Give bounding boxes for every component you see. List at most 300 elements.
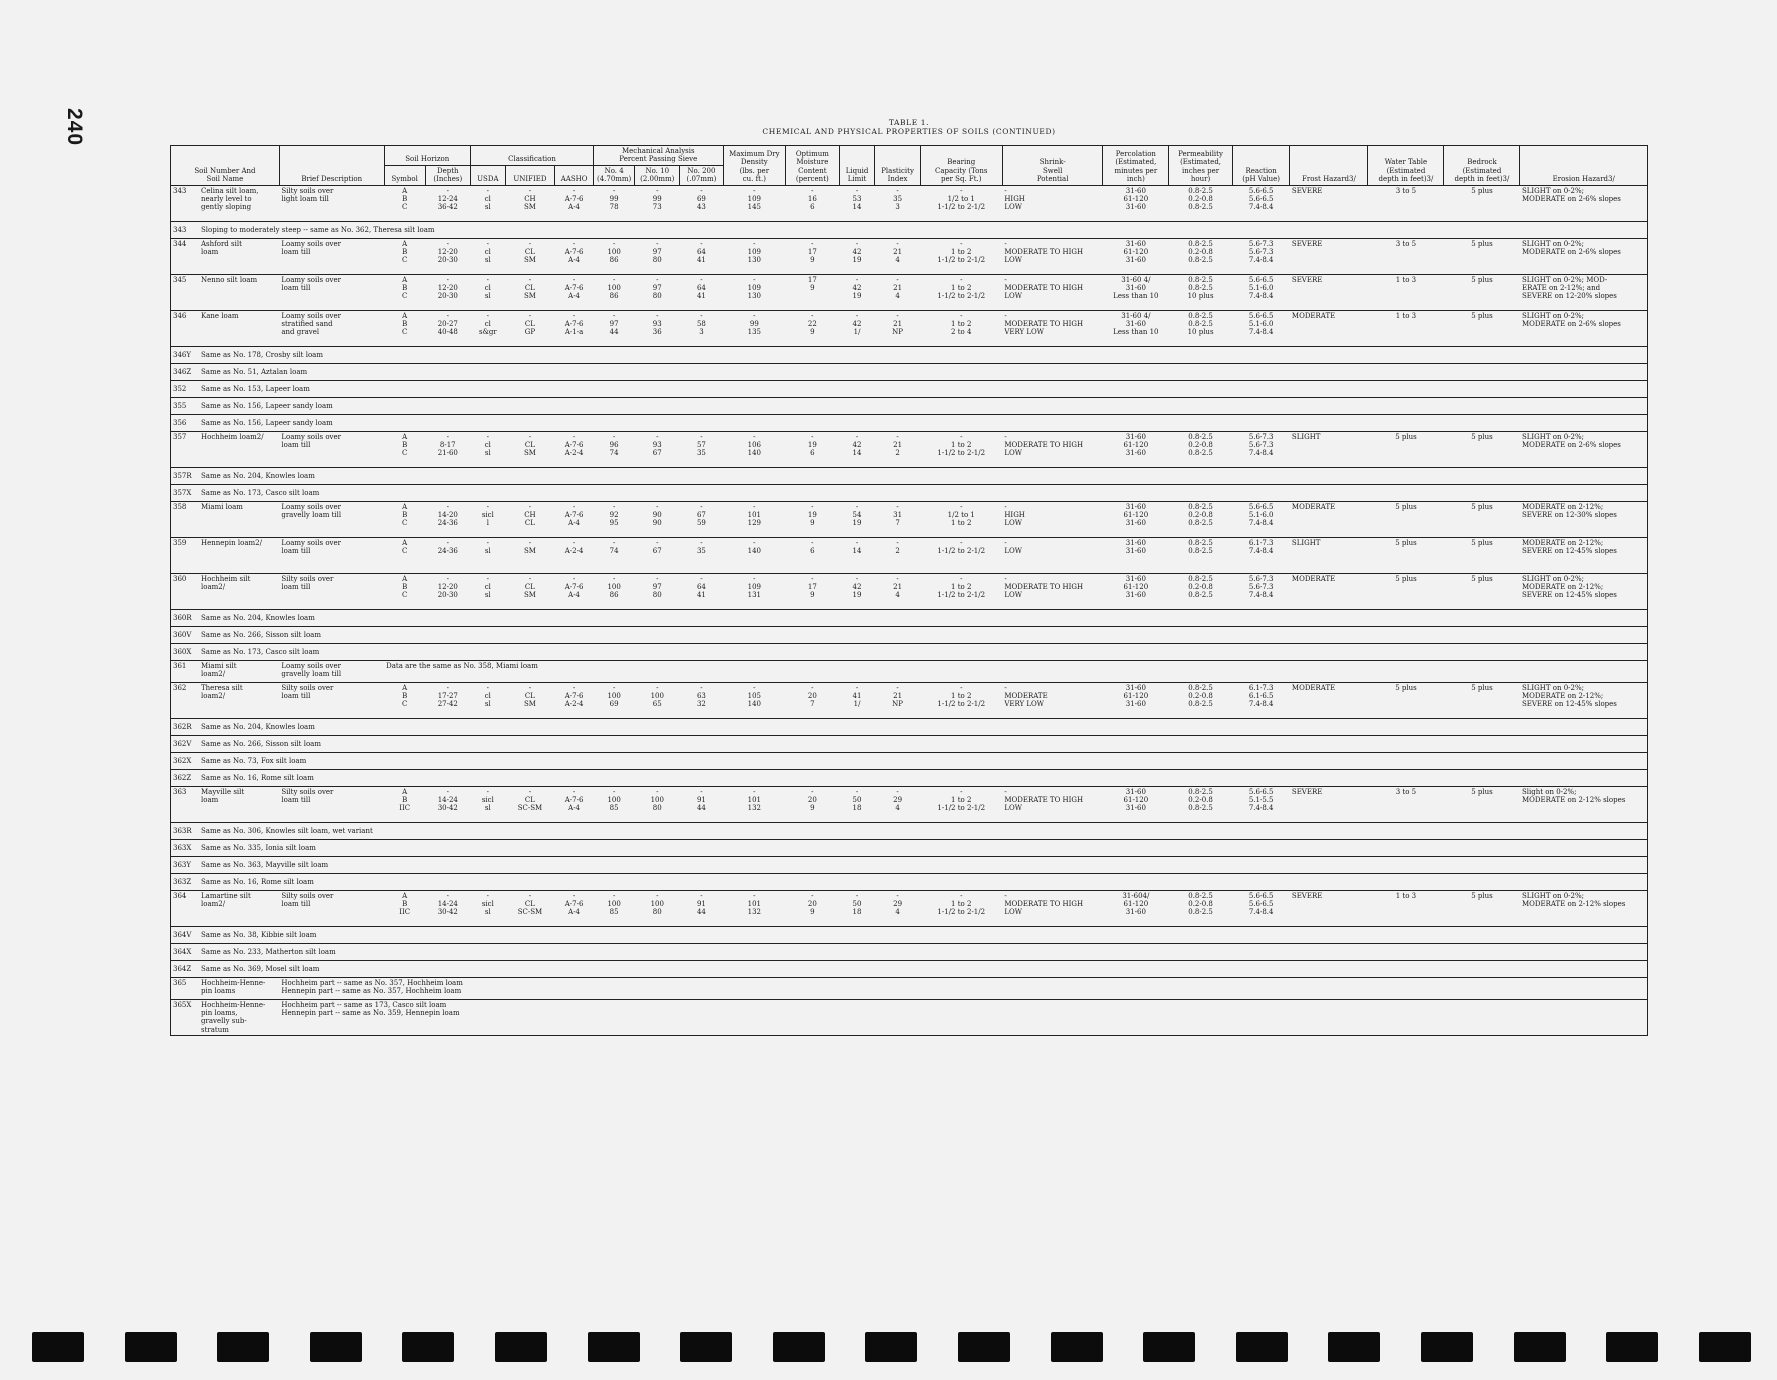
table-row — [171, 310, 1648, 346]
cell-desc: Silty soils over loam till — [279, 890, 384, 926]
table-row — [171, 873, 1648, 890]
soil-number: 363Z — [173, 877, 192, 886]
header-reaction: Reaction (pH Value) — [1232, 146, 1290, 186]
cell-perc: 31-60 4/ 31-60 Less than 10 — [1103, 310, 1169, 346]
table-row — [171, 346, 1648, 363]
same-as-text: Sloping to moderately steep -- same as No. 362, Theresa silt loam — [201, 225, 435, 234]
cell-sym: A B IIC — [384, 786, 425, 822]
cell-same-as — [171, 609, 1648, 626]
cell-react: 5.6-6.5 5.1-6.0 7.4-8.4 — [1232, 501, 1290, 537]
cell-n200: - 64 41 — [680, 238, 723, 274]
cell-bedrock: 5 plus — [1444, 682, 1520, 718]
header-no10: No. 10 (2.00mm) — [635, 165, 680, 185]
cell-same-as — [171, 643, 1648, 660]
cell-ll: - 42 19 — [839, 573, 875, 609]
cell-bear: - 1-1/2 to 2-1/2 — [920, 537, 1002, 573]
same-as-text: Same as No. 266, Sisson silt loam — [201, 739, 321, 748]
soil-number: 362X — [173, 756, 192, 765]
cell-sym: A B C — [384, 274, 425, 310]
table-row — [171, 643, 1648, 660]
cell-n4: - 100 86 — [594, 573, 635, 609]
cell-dens: - 105 140 — [723, 682, 786, 718]
soil-number: 362Z — [173, 773, 192, 782]
cell-ll: - 50 18 — [839, 786, 875, 822]
cell-moist: - 6 — [786, 537, 839, 573]
cell-shrink: - LOW — [1002, 537, 1103, 573]
cell-erosion: SLIGHT on 0-2%; MODERATE on 2-12%; SEVERE on 12-45% slopes — [1520, 682, 1648, 718]
cell-sym: A B C — [384, 431, 425, 467]
cell-n200: - 57 35 — [680, 431, 723, 467]
cell-water: 5 plus — [1368, 501, 1444, 537]
cell-desc: Silty soils over light loam till — [279, 185, 384, 221]
cell-sym: A B C — [384, 185, 425, 221]
cell-usda: - cl sl — [470, 238, 505, 274]
cell-n10: - 99 73 — [635, 185, 680, 221]
cell-ll: - 42 1/ — [839, 310, 875, 346]
table-row — [171, 682, 1648, 718]
cell-pi: - 21 NP — [875, 310, 920, 346]
same-as-text: Same as No. 16, Rome silt loam — [201, 877, 314, 886]
cell-soil-name — [171, 537, 280, 573]
cell-soil-name — [171, 185, 280, 221]
cell-usda: - cl sl — [470, 682, 505, 718]
cell-n10: - 97 80 — [635, 274, 680, 310]
cell-bear: - 1 to 2 2 to 4 — [920, 310, 1002, 346]
film-perforation — [310, 1332, 362, 1362]
cell-frost: SLIGHT — [1290, 431, 1368, 467]
cell-same-as — [171, 856, 1648, 873]
cell-depth: - 12-20 20-30 — [425, 573, 470, 609]
cell-same-as — [171, 380, 1648, 397]
cell-bedrock: 5 plus — [1444, 573, 1520, 609]
film-perforation — [865, 1332, 917, 1362]
header-liquid-limit: Liquid Limit — [839, 146, 875, 186]
soil-number: 360X — [173, 647, 192, 656]
cell-soil-name — [171, 999, 280, 1036]
cell-n200: - 91 44 — [680, 786, 723, 822]
cell-pi: - 29 4 — [875, 890, 920, 926]
cell-text: Data are the same as No. 358, Miami loam — [384, 660, 1647, 682]
soil-name: Mayville silt loam — [201, 787, 245, 805]
film-perforation — [125, 1332, 177, 1362]
cell-sym: A B C — [384, 682, 425, 718]
film-perforation — [1143, 1332, 1195, 1362]
cell-erosion: SLIGHT on 0-2%; MOD- ERATE on 2-12%; and SEVERE on 12-20% slopes — [1520, 274, 1648, 310]
cell-ll: - 54 19 — [839, 501, 875, 537]
cell-perc: 31-60 61-120 31-60 — [1103, 501, 1169, 537]
cell-soil-name — [171, 238, 280, 274]
cell-soil-name — [171, 786, 280, 822]
cell-dens: - 109 130 — [723, 274, 786, 310]
soil-number: 363Y — [173, 860, 191, 869]
cell-erosion: MODERATE on 2-12%; SEVERE on 12-45% slopes — [1520, 537, 1648, 573]
cell-n10: - 97 80 — [635, 573, 680, 609]
film-perforation — [680, 1332, 732, 1362]
header-aasho: AASHO — [555, 165, 594, 185]
cell-desc: Silty soils over loam till — [279, 682, 384, 718]
cell-desc: Loamy soils over loam till — [279, 431, 384, 467]
cell-same-as — [171, 873, 1648, 890]
cell-pi: - 21 4 — [875, 238, 920, 274]
table-row — [171, 484, 1648, 501]
cell-same-as — [171, 221, 1648, 238]
soil-name: Nenno silt loam — [201, 275, 258, 284]
table-row — [171, 769, 1648, 786]
cell-same-as — [171, 769, 1648, 786]
soil-number: 346Y — [173, 350, 191, 359]
cell-n4: - 100 69 — [594, 682, 635, 718]
soil-number: 356 — [173, 418, 187, 427]
soil-name: Kane loam — [201, 311, 239, 320]
cell-shrink: - MODERATE TO HIGH LOW — [1002, 238, 1103, 274]
film-perforation — [217, 1332, 269, 1362]
cell-perc: 31-604/ 61-120 31-60 — [1103, 890, 1169, 926]
header-permeability: Permeability (Estimated, inches per hour) — [1169, 146, 1233, 186]
cell-moist: - 17 9 — [786, 238, 839, 274]
cell-ll: - 42 19 — [839, 238, 875, 274]
header-brief-description: Brief Description — [279, 146, 384, 186]
cell-usda: - sicl sl — [470, 890, 505, 926]
soil-name: Miami loam — [201, 502, 243, 511]
same-as-text: Same as No. 173, Casco silt loam — [201, 647, 320, 656]
cell-erosion: SLIGHT on 0-2%; MODERATE on 2-6% slopes — [1520, 310, 1648, 346]
soil-number: 343 — [173, 225, 187, 234]
table-row — [171, 274, 1648, 310]
same-as-text: Same as No. 306, Knowles silt loam, wet variant — [201, 826, 373, 835]
table-row — [171, 431, 1648, 467]
cell-desc: Silty soils over loam till — [279, 573, 384, 609]
cell-bear: - 1 to 2 1-1/2 to 2-1/2 — [920, 786, 1002, 822]
soil-number: 364 — [173, 891, 187, 900]
table-row — [171, 238, 1648, 274]
cell-shrink: - MODERATE TO HIGH LOW — [1002, 786, 1103, 822]
cell-n200: - 67 59 — [680, 501, 723, 537]
soil-name: Hochheim-Henne- pin loams — [201, 978, 266, 996]
cell-frost: SEVERE — [1290, 274, 1368, 310]
same-as-text: Same as No. 156, Lapeer sandy loam — [201, 418, 333, 427]
cell-aasho: - A-7-6 A-4 — [555, 786, 594, 822]
header-plasticity-index: Plasticity Index — [875, 146, 920, 186]
soil-number: 360R — [173, 613, 192, 622]
soil-number: 358 — [173, 502, 187, 511]
cell-usda: - cl sl — [470, 573, 505, 609]
soil-number: 362R — [173, 722, 192, 731]
cell-perm: 0.8-2.5 0.2-0.8 0.8-2.5 — [1169, 185, 1233, 221]
cell-usda: - cl sl — [470, 274, 505, 310]
table-title-number: TABLE 1. — [888, 118, 930, 127]
soil-number: 365X — [173, 1000, 192, 1009]
header-symbol: Symbol — [384, 165, 425, 185]
film-perforation — [1328, 1332, 1380, 1362]
cell-unified: - CH CL — [505, 501, 554, 537]
cell-frost: SEVERE — [1290, 786, 1368, 822]
cell-perm: 0.8-2.5 0.2-0.8 0.8-2.5 — [1169, 682, 1233, 718]
cell-water: 3 to 5 — [1368, 185, 1444, 221]
table-row — [171, 185, 1648, 221]
cell-depth: - 14-24 30-42 — [425, 786, 470, 822]
cell-erosion: MODERATE on 2-12%; SEVERE on 12-30% slopes — [1520, 501, 1648, 537]
cell-water: 5 plus — [1368, 682, 1444, 718]
table-row — [171, 890, 1648, 926]
cell-usda: - cl sl — [470, 431, 505, 467]
cell-desc: Loamy soils over gravelly loam till — [279, 501, 384, 537]
cell-text: Hochheim part -- same as No. 357, Hochheim loam Hennepin part -- same as No. 357, Hochheim loam — [279, 977, 1647, 999]
header-depth: Depth (Inches) — [425, 165, 470, 185]
header-shrink-swell: Shrink- Swell Potential — [1002, 146, 1103, 186]
cell-same-as — [171, 467, 1648, 484]
cell-soil-name — [171, 501, 280, 537]
cell-react: 5.6-6.5 5.6-6.5 7.4-8.4 — [1232, 890, 1290, 926]
cell-aasho: - A-7-6 A-4 — [555, 501, 594, 537]
film-perforation — [1421, 1332, 1473, 1362]
header-water-table: Water Table (Estimated depth in feet)3/ — [1368, 146, 1444, 186]
soil-number: 364Z — [173, 964, 192, 973]
same-as-text: Same as No. 369, Mosel silt loam — [201, 964, 320, 973]
same-as-text: Same as No. 233, Matherton silt loam — [201, 947, 336, 956]
same-as-text: Same as No. 178, Crosby silt loam — [201, 350, 323, 359]
film-perforation — [1514, 1332, 1566, 1362]
cell-frost: MODERATE — [1290, 682, 1368, 718]
cell-n4: - 100 85 — [594, 890, 635, 926]
cell-water: 1 to 3 — [1368, 890, 1444, 926]
soil-name: Lamartine silt loam2/ — [201, 891, 251, 909]
cell-n10: - 100 65 — [635, 682, 680, 718]
table-row — [171, 822, 1648, 839]
cell-aasho: - A-2-4 — [555, 537, 594, 573]
cell-same-as — [171, 960, 1648, 977]
cell-depth: - 12-24 36-42 — [425, 185, 470, 221]
cell-perm: 0.8-2.5 0.8-2.5 10 plus — [1169, 274, 1233, 310]
cell-same-as — [171, 397, 1648, 414]
cell-unified: - CL SM — [505, 431, 554, 467]
header-percolation: Percolation (Estimated, minutes per inch) — [1103, 146, 1169, 186]
header-no4: No. 4 (4.70mm) — [594, 165, 635, 185]
cell-soil-name — [171, 890, 280, 926]
cell-same-as — [171, 752, 1648, 769]
cell-usda: - cl sl — [470, 185, 505, 221]
table-row — [171, 501, 1648, 537]
cell-perm: 0.8-2.5 0.2-0.8 0.8-2.5 — [1169, 501, 1233, 537]
cell-moist: - 17 9 — [786, 573, 839, 609]
cell-depth: - 24-36 — [425, 537, 470, 573]
cell-same-as — [171, 943, 1648, 960]
same-as-text: Same as No. 173, Casco silt loam — [201, 488, 320, 497]
cell-n4: - 100 85 — [594, 786, 635, 822]
cell-n10: - 93 67 — [635, 431, 680, 467]
cell-moist: - 20 7 — [786, 682, 839, 718]
cell-water: 1 to 3 — [1368, 310, 1444, 346]
cell-frost: SEVERE — [1290, 238, 1368, 274]
header-soil-name: Soil Number And Soil Name — [171, 146, 280, 186]
cell-aasho: - A-7-6 A-4 — [555, 185, 594, 221]
cell-depth: - 14-20 24-36 — [425, 501, 470, 537]
cell-erosion: SLIGHT on 0-2%; MODERATE on 2-6% slopes — [1520, 185, 1648, 221]
cell-soil-name — [171, 310, 280, 346]
header-mechanical-analysis: Mechanical Analysis Percent Passing Sieve — [594, 146, 723, 166]
same-as-text: Same as No. 204, Knowles loam — [201, 722, 315, 731]
cell-perm: 0.8-2.5 0.2-0.8 0.8-2.5 — [1169, 431, 1233, 467]
cell-bear: - 1/2 to 1 1 to 2 — [920, 501, 1002, 537]
cell-bear: - 1 to 2 1-1/2 to 2-1/2 — [920, 890, 1002, 926]
cell-bedrock: 5 plus — [1444, 501, 1520, 537]
table-row — [171, 380, 1648, 397]
table-row — [171, 221, 1648, 238]
soil-name: Hochheim silt loam2/ — [201, 574, 251, 592]
table-row — [171, 363, 1648, 380]
same-as-text: Same as No. 51, Aztalan loam — [201, 367, 308, 376]
cell-frost: SEVERE — [1290, 185, 1368, 221]
cell-pi: - 21 2 — [875, 431, 920, 467]
cell-n10: - 67 — [635, 537, 680, 573]
table-row — [171, 926, 1648, 943]
cell-aasho: - A-7-6 A-4 — [555, 573, 594, 609]
cell-depth: - 20-27 40-48 — [425, 310, 470, 346]
cell-shrink: - HIGH LOW — [1002, 185, 1103, 221]
cell-shrink: - MODERATE TO HIGH LOW — [1002, 890, 1103, 926]
soil-name: Hochheim-Henne- pin loams, gravelly sub- stratum — [201, 1000, 266, 1034]
header-bedrock: Bedrock (Estimated depth in feet)3/ — [1444, 146, 1520, 186]
table-row — [171, 977, 1648, 999]
film-perforation — [402, 1332, 454, 1362]
soil-number: 357R — [173, 471, 192, 480]
cell-bedrock: 5 plus — [1444, 238, 1520, 274]
cell-n200: - 63 32 — [680, 682, 723, 718]
table-row — [171, 999, 1648, 1036]
cell-shrink: - HIGH LOW — [1002, 501, 1103, 537]
cell-react: 6.1-7.3 6.1-6.5 7.4-8.4 — [1232, 682, 1290, 718]
cell-n10: - 90 90 — [635, 501, 680, 537]
cell-ll: - 14 — [839, 537, 875, 573]
cell-n10: - 97 80 — [635, 238, 680, 274]
cell-dens: - 99 135 — [723, 310, 786, 346]
cell-desc: Loamy soils over gravelly loam till — [279, 660, 384, 682]
cell-dens: - 109 130 — [723, 238, 786, 274]
soil-number: 363 — [173, 787, 187, 796]
header-soil-horizon: Soil Horizon — [384, 146, 470, 166]
cell-unified: - CL SC-SM — [505, 890, 554, 926]
cell-same-as — [171, 484, 1648, 501]
table-row — [171, 735, 1648, 752]
cell-ll: - 50 18 — [839, 890, 875, 926]
cell-moist: 17 9 — [786, 274, 839, 310]
soil-number: 346Z — [173, 367, 192, 376]
cell-aasho: - A-7-6 A-4 — [555, 890, 594, 926]
cell-bedrock: 5 plus — [1444, 431, 1520, 467]
cell-n10: - 100 80 — [635, 786, 680, 822]
soil-name: Theresa silt loam2/ — [201, 683, 243, 701]
cell-bear: - 1 to 2 1-1/2 to 2-1/2 — [920, 238, 1002, 274]
cell-perm: 0.8-2.5 0.8-2.5 10 plus — [1169, 310, 1233, 346]
cell-soil-name — [171, 682, 280, 718]
same-as-text: Same as No. 156, Lapeer sandy loam — [201, 401, 333, 410]
same-as-text: Same as No. 204, Knowles loam — [201, 613, 315, 622]
soil-number: 352 — [173, 384, 187, 393]
cell-ll: - 42 14 — [839, 431, 875, 467]
cell-dens: - 101 132 — [723, 786, 786, 822]
cell-depth: - 12-20 20-30 — [425, 274, 470, 310]
table-row — [171, 537, 1648, 573]
cell-dens: - 106 140 — [723, 431, 786, 467]
cell-unified: - CL SC-SM — [505, 786, 554, 822]
cell-bear: - 1/2 to 1 1-1/2 to 2-1/2 — [920, 185, 1002, 221]
soil-name: Ashford silt loam — [201, 239, 242, 257]
cell-sym: A B C — [384, 501, 425, 537]
cell-soil-name — [171, 573, 280, 609]
cell-water: 3 to 5 — [1368, 238, 1444, 274]
cell-pi: - 35 3 — [875, 185, 920, 221]
table-row — [171, 397, 1648, 414]
soil-number: 357X — [173, 488, 192, 497]
cell-usda: - sl — [470, 537, 505, 573]
cell-erosion: SLIGHT on 0-2%; MODERATE on 2-12%; SEVERE on 12-45% slopes — [1520, 573, 1648, 609]
cell-same-as — [171, 626, 1648, 643]
header-optimum-moisture: Optimum Moisture Content (percent) — [786, 146, 839, 186]
cell-react: 5.6-7.3 5.6-7.3 7.4-8.4 — [1232, 573, 1290, 609]
cell-depth: - 17-27 27-42 — [425, 682, 470, 718]
table-title — [170, 118, 1648, 136]
same-as-text: Same as No. 363, Mayville silt loam — [201, 860, 329, 869]
soil-number: 362V — [173, 739, 192, 748]
cell-pi: - 21 NP — [875, 682, 920, 718]
cell-depth: - 8-17 21-60 — [425, 431, 470, 467]
film-perforation — [495, 1332, 547, 1362]
cell-pi: - 21 4 — [875, 573, 920, 609]
cell-bear: - 1 to 2 1-1/2 to 2-1/2 — [920, 573, 1002, 609]
cell-perc: 31-60 61-120 31-60 — [1103, 573, 1169, 609]
cell-n4: - 99 78 — [594, 185, 635, 221]
soil-name: Celina silt loam, nearly level to gently sloping — [201, 186, 259, 212]
cell-aasho: - A-7-6 A-1-a — [555, 310, 594, 346]
cell-same-as — [171, 735, 1648, 752]
table-row — [171, 856, 1648, 873]
cell-n200: - 64 41 — [680, 274, 723, 310]
header-unified: UNIFIED — [505, 165, 554, 185]
cell-bear: - 1 to 2 1-1/2 to 2-1/2 — [920, 431, 1002, 467]
cell-n4: - 100 86 — [594, 274, 635, 310]
table-body — [171, 185, 1648, 1036]
same-as-text: Same as No. 153, Lapeer loam — [201, 384, 310, 393]
cell-n4: - 97 44 — [594, 310, 635, 346]
cell-dens: - 109 131 — [723, 573, 786, 609]
cell-depth: - 12-20 20-30 — [425, 238, 470, 274]
cell-soil-name — [171, 274, 280, 310]
same-as-text: Same as No. 16, Rome silt loam — [201, 773, 314, 782]
cell-aasho: - A-7-6 A-4 — [555, 238, 594, 274]
cell-frost: MODERATE — [1290, 501, 1368, 537]
cell-bedrock: 5 plus — [1444, 185, 1520, 221]
cell-dens: - 101 132 — [723, 890, 786, 926]
cell-n200: - 91 44 — [680, 890, 723, 926]
table-row — [171, 752, 1648, 769]
soil-name: Hochheim loam2/ — [201, 432, 264, 441]
cell-moist: - 16 6 — [786, 185, 839, 221]
cell-perm: 0.8-2.5 0.2-0.8 0.8-2.5 — [1169, 786, 1233, 822]
cell-unified: - CL SM — [505, 274, 554, 310]
soil-number: 365 — [173, 978, 187, 987]
soil-number: 364V — [173, 930, 192, 939]
cell-bedrock: 5 plus — [1444, 274, 1520, 310]
cell-react: 5.6-6.5 5.1-6.0 7.4-8.4 — [1232, 310, 1290, 346]
soil-number: 363X — [173, 843, 192, 852]
cell-aasho: - A-7-6 A-2-4 — [555, 682, 594, 718]
soil-number: 357 — [173, 432, 187, 441]
cell-n200: - 58 3 — [680, 310, 723, 346]
cell-perc: 31-60 61-120 31-60 — [1103, 431, 1169, 467]
cell-moist: - 22 9 — [786, 310, 839, 346]
header-usda: USDA — [470, 165, 505, 185]
same-as-text: Same as No. 73, Fox silt loam — [201, 756, 307, 765]
cell-soil-name — [171, 431, 280, 467]
